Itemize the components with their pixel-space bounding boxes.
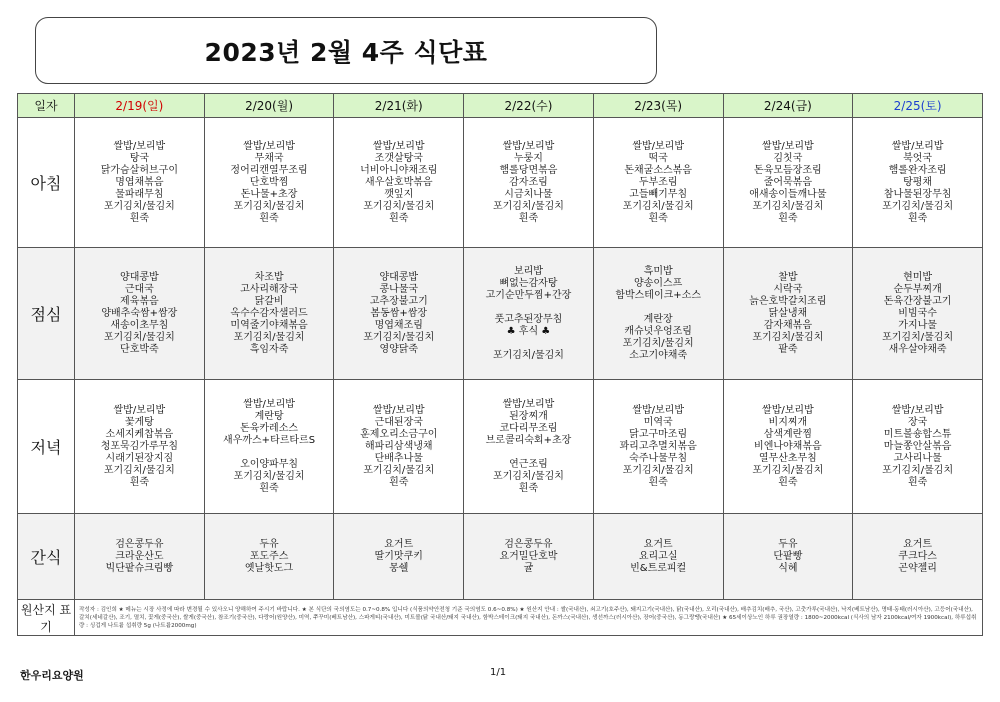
menu-cell: 쌀밥/보리밥 누룽지 햄롤당면볶음 감자조림 시금치나물 포기김치/물김치 흰죽 (464, 118, 594, 248)
menu-cell: 보리밥 뼈없는감자탕 고기순만두찜+간장 풋고추된장무침 ♣ 후식 ♣ 포기김치/물김치 (464, 248, 594, 380)
menu-cell: 흑미밥 양송이스프 함박스테이크+소스 계란장 캐슈넛우엉조림 포기김치/물김치 소고기야채죽 (593, 248, 723, 380)
origin-notes: 작성자 : 김인희 ★ 메뉴는 시장 사정에 따라 변경될 수 있사오니 양해하여 주시기 바랍니다. ★ 본 식단의 국의염도는 0.7~0.8% 입니다 (식품의약안전청 기준 국의염도 0.6~0.8%) ★ 원산지 안내 : 쌀(국내산), 쇠고기(호주산), 돼지고기(국내산), 닭(국내산), 오리(국내산), 배추김치(배추, 국산), 고춧가루(국내산), 낙지(베트남산), 명태·동태(러시아산), 고등어(국내산), 갈치(세네갈산), 조기, 멸치, 꽃게(중국산), 쌀게(중국산), 참조기(중국산), 다랑어(원양산), 미역, 쭈꾸미(베트남산), 스파게티(국내산), 미트볼(닭 국내산/돼지 국내산), 함박스테이크(돼지 국내산), 돈까스(국내산), 생선까스(러시아산), 장어(중국산), 동그랑땡(국내산) ★ 65세이상노인 하루 권장열량 : 1800~2000kcal (식사의 남자 2100kcal/여자 1900kcal), 하루섭취량 : 싱겁게 나트륨 섭취량 5g (나트륨2000mg) (75, 600, 983, 636)
page-number: 1/1 (490, 667, 507, 678)
day-header-thu: 2/23(목) (593, 94, 723, 118)
menu-cell: 쌀밥/보리밥 비지찌개 삼색계란찜 비엔나야채볶음 열무산초무침 포기김치/물김치 흰죽 (723, 380, 853, 514)
menu-cell: 요거트 쿠크다스 곤약젤리 (853, 514, 983, 600)
organization-name: 한우리요양원 (20, 669, 84, 682)
menu-cell: 요거트 요리고실 빈&트로피컬 (593, 514, 723, 600)
menu-cell: 쌀밥/보리밥 미역국 닭고구마조림 꽈리고추멸치볶음 숙주나물무침 포기김치/물김치 흰죽 (593, 380, 723, 514)
menu-cell: 쌀밥/보리밥 떡국 돈채굴소스볶음 두부조림 고들빼기무침 포기김치/물김치 흰죽 (593, 118, 723, 248)
meal-label-dinner: 저녁 (18, 380, 75, 514)
date-header-label: 일자 (18, 94, 75, 118)
menu-cell: 쌀밥/보리밥 계란탕 돈육카레소스 새우까스+타르타르S 오이양파무침 포기김치/물김치 흰죽 (204, 380, 334, 514)
day-header-mon: 2/20(월) (204, 94, 334, 118)
breakfast-row (18, 118, 983, 248)
menu-cell: 두유 단팥빵 식혜 (723, 514, 853, 600)
menu-cell: 검은콩두유 크라운산도 빅단팥슈크림빵 (75, 514, 205, 600)
menu-cell: 쌀밥/보리밥 북엇국 햄롤완자조림 탕평채 참나물된장무침 포기김치/물김치 흰죽 (853, 118, 983, 248)
snack-row (18, 514, 983, 600)
menu-cell: 쌀밥/보리밥 꽃게탕 소세지케찹볶음 청포묵김가루무침 시래기된장지짐 포기김치/물김치 흰죽 (75, 380, 205, 514)
menu-cell: 쌀밥/보리밥 된장찌개 코다리무조림 브로콜리숙회+초장 연근조림 포기김치/물김치 흰죽 (464, 380, 594, 514)
header-row (18, 94, 983, 118)
menu-cell: 쌀밥/보리밥 근대된장국 훈제오리소금구이 해파리삼색냉채 단배추나물 포기김치/물김치 흰죽 (334, 380, 464, 514)
meal-label-snack: 간식 (18, 514, 75, 600)
meal-label-breakfast: 아침 (18, 118, 75, 248)
menu-cell: 쌀밥/보리밥 김칫국 돈육모듬장조림 줄어묵볶음 애새송이들깨나물 포기김치/물김치 흰죽 (723, 118, 853, 248)
meal-plan-table (17, 93, 983, 636)
origin-row (18, 600, 983, 636)
lunch-row (18, 248, 983, 380)
menu-cell: 차조밥 고사리해장국 닭갈비 옥수수감자샐러드 미역줄기야채볶음 포기김치/물김치 흑임자죽 (204, 248, 334, 380)
menu-cell: 검은콩두유 요거밀단호박 귤 (464, 514, 594, 600)
day-header-sun: 2/19(일) (75, 94, 205, 118)
menu-cell: 찰밥 시락국 늙은호박갈치조림 닭살냉채 감자채볶음 포기김치/물김치 팥죽 (723, 248, 853, 380)
day-header-tue: 2/21(화) (334, 94, 464, 118)
menu-cell: 두유 포도주스 옛날핫도그 (204, 514, 334, 600)
dinner-row (18, 380, 983, 514)
day-header-fri: 2/24(금) (723, 94, 853, 118)
menu-cell: 양대콩밥 콩나물국 고추장불고기 봄동쌈+쌈장 명엽채조림 포기김치/물김치 영양닭죽 (334, 248, 464, 380)
menu-cell: 현미밥 순두부찌개 돈육간장불고기 비빔국수 가지나물 포기김치/물김치 새우살야채죽 (853, 248, 983, 380)
menu-cell: 쌀밥/보리밥 탕국 닭가슴살허브구이 명엽채볶음 물파래무침 포기김치/물김치 흰죽 (75, 118, 205, 248)
menu-cell: 쌀밥/보리밥 장국 미트볼숑합스튜 마늘쫑안살볶음 고사리나물 포기김치/물김치 흰죽 (853, 380, 983, 514)
menu-cell: 쌀밥/보리밥 무채국 정어리캔열무조림 단호박찜 돈나물+초장 포기김치/물김치 흰죽 (204, 118, 334, 248)
day-header-wed: 2/22(수) (464, 94, 594, 118)
menu-cell: 양대콩밥 근대국 제육볶음 양배추숙쌈+쌈장 새송이초무침 포기김치/물김치 단호박죽 (75, 248, 205, 380)
title-box (35, 17, 657, 84)
menu-cell: 요거트 딸기맛쿠키 몽쉘 (334, 514, 464, 600)
origin-label: 원산지 표기 (18, 600, 75, 636)
day-header-sat: 2/25(토) (853, 94, 983, 118)
menu-cell: 쌀밥/보리밥 조갯살탕국 너비아니야채조림 새우살호박볶음 깻잎지 포기김치/물김치 흰죽 (334, 118, 464, 248)
page-title: 2023년 2월 4주 식단표 (204, 37, 488, 67)
meal-label-lunch: 점심 (18, 248, 75, 380)
